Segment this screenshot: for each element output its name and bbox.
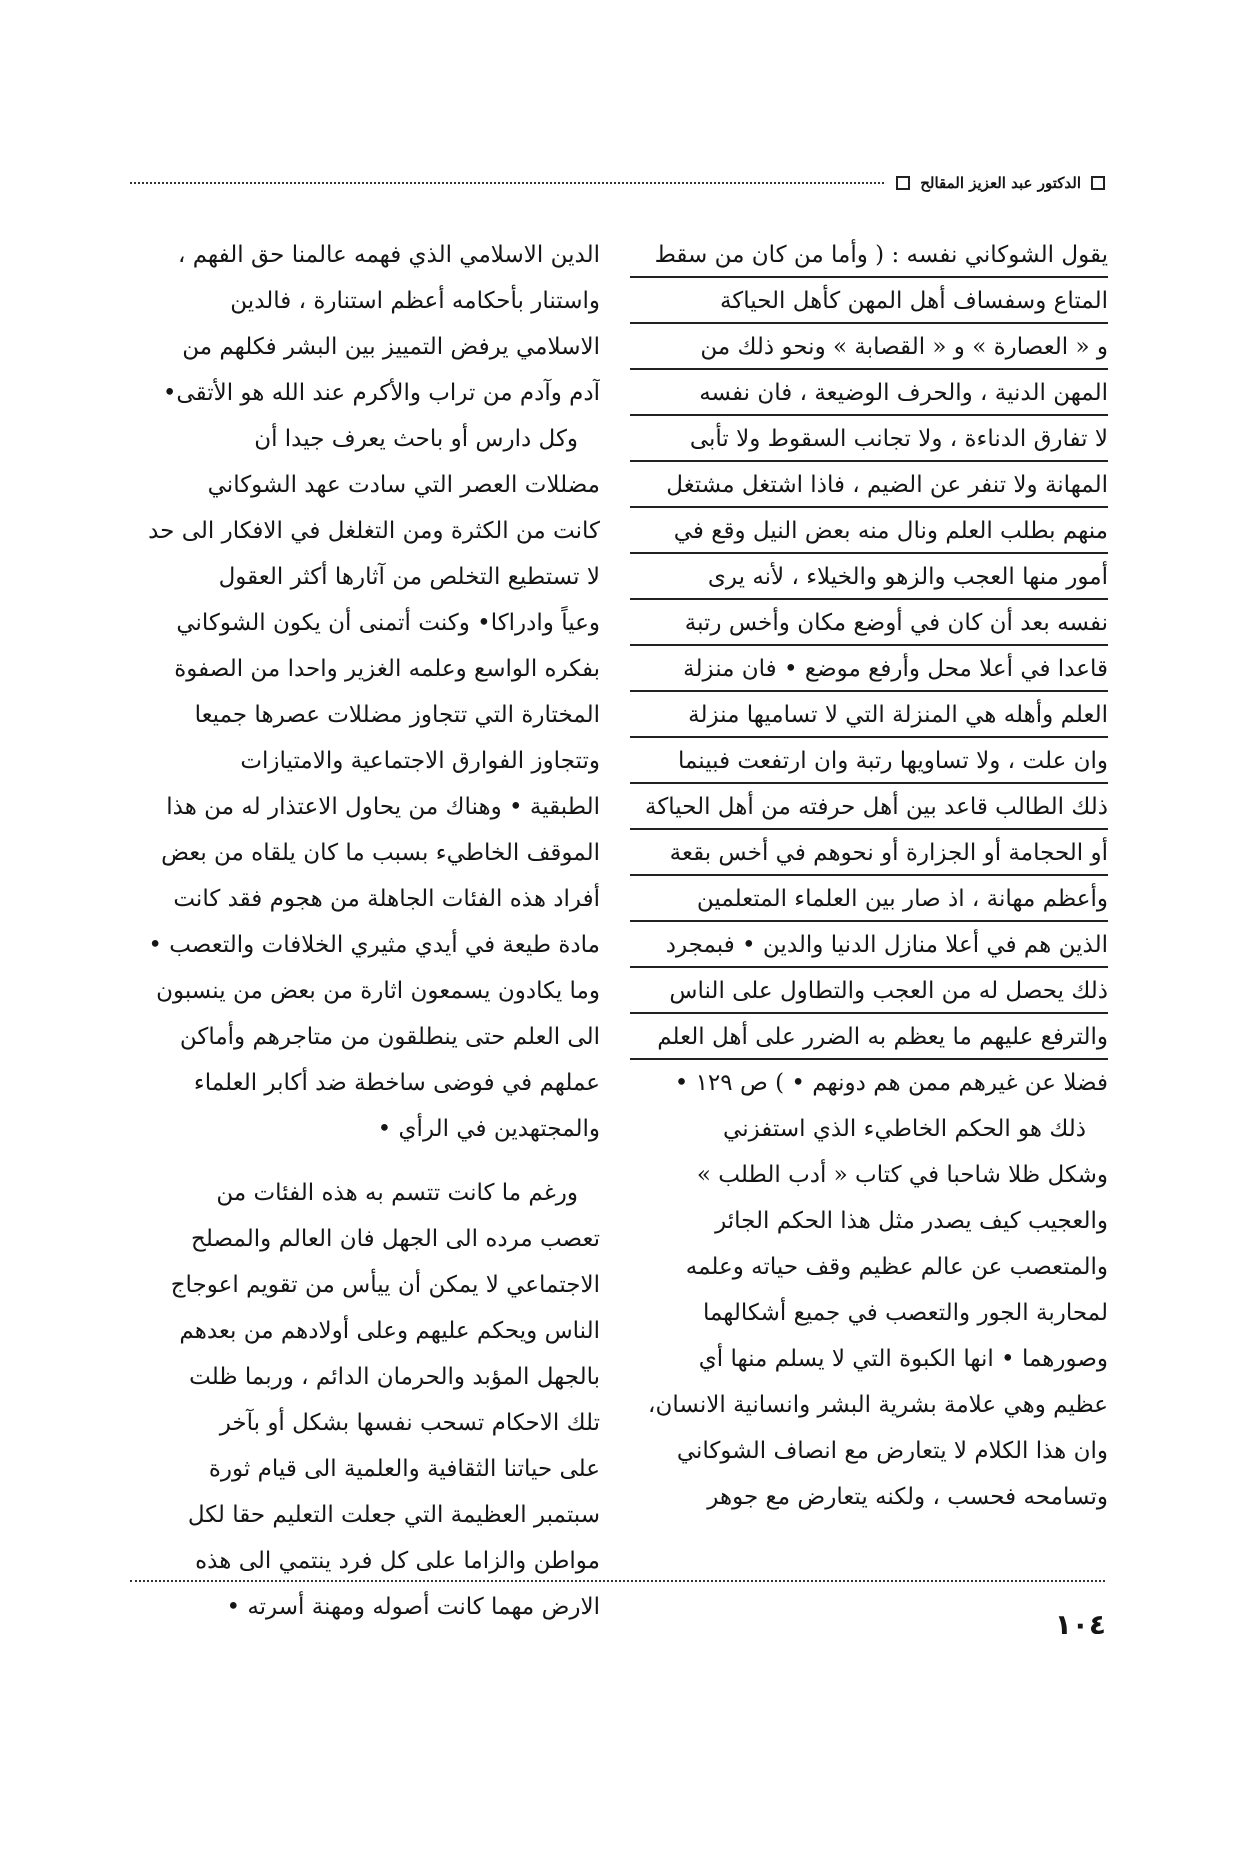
text-line: عظيم وهي علامة بشرية البشر وانسانية الانسان، [648, 1392, 1108, 1418]
text-line: وكل دارس أو باحث يعرف جيدا أن [254, 426, 578, 452]
text-line: ورغم ما كانت تتسم به هذه الفئات من [216, 1180, 578, 1206]
text-line: ذلك هو الحكم الخاطيء الذي استفزني [723, 1116, 1086, 1142]
text-line: بالجهل المؤبد والحرمان الدائم ، وربما ظلت [189, 1364, 600, 1390]
quote-line: يقول الشوكاني نفسه : ( وأما من كان من سقط [630, 232, 1108, 278]
text-line: وان هذا الكلام لا يتعارض مع انصاف الشوكاني [676, 1438, 1108, 1464]
right-column [630, 232, 1108, 1520]
quote-line: ذلك يحصل له من العجب والتطاول على الناس [630, 968, 1108, 1014]
text-line: الى العلم حتى ينطلقون من متاجرهم وأماكن [179, 1024, 600, 1050]
text-line: الموقف الخاطيء بسبب ما كان يلقاه من بعض [161, 840, 600, 866]
text-line: وصورهما • انها الكبوة التي لا يسلم منها أي [698, 1346, 1108, 1372]
text-line: وتتجاوز الفوارق الاجتماعية والامتيازات [240, 748, 600, 774]
quote-line: وان علت ، ولا تساويها رتبة وان ارتفعت فبينما [630, 738, 1108, 784]
quote-line: ذلك الطالب قاعد بين أهل حرفته من أهل الحياكة [630, 784, 1108, 830]
quote-block [630, 232, 1108, 1106]
text-line: مضللات العصر التي سادت عهد الشوكاني [207, 472, 600, 498]
text-line: الطبقية • وهناك من يحاول الاعتذار له من هذا [166, 794, 600, 820]
paragraph-2 [130, 416, 600, 1152]
text-line: وتسامحه فحسب ، ولكنه يتعارض مع جوهر [707, 1484, 1108, 1510]
quote-line: و « العصارة » و « القصابة » ونحو ذلك من [630, 324, 1108, 370]
paragraph-3 [130, 1170, 600, 1630]
running-header [130, 168, 1105, 198]
text-line: المختارة التي تتجاوز مضللات عصرها جميعا [194, 702, 600, 728]
quote-line: لا تفارق الدناءة ، ولا تجانب السقوط ولا تأبى [630, 416, 1108, 462]
quote-line: نفسه بعد أن كان في أوضع مكان وأخس رتبة [630, 600, 1108, 646]
quote-line: قاعدا في أعلا محل وأرفع موضع • فان منزلة [630, 646, 1108, 692]
quote-line: وأعظم مهانة ، اذ صار بين العلماء المتعلمين [630, 876, 1108, 922]
header-square-ornament-left [896, 176, 910, 190]
text-line: والمجتهدين في الرأي • [377, 1116, 600, 1142]
text-line: سبتمبر العظيمة التي جعلت التعليم حقا لكل [187, 1502, 600, 1528]
paragraph-1 [130, 232, 600, 416]
text-line: تعصب مرده الى الجهل فان العالم والمصلح [191, 1226, 600, 1252]
text-line: الدين الاسلامي الذي فهمه عالمنا حق الفهم ، [178, 242, 600, 268]
text-line: كانت من الكثرة ومن التغلغل في الافكار الى حد [148, 518, 600, 544]
text-line: واستنار بأحكامه أعظم استنارة ، فالدين [230, 288, 600, 314]
text-line: لمحاربة الجور والتعصب في جميع أشكالهما [702, 1300, 1108, 1326]
text-line: لا تستطيع التخلص من آثارها أكثر العقول [218, 564, 600, 590]
text-line: تلك الاحكام تسحب نفسها بشكل أو بآخر [219, 1410, 600, 1436]
header-square-ornament-right [1091, 176, 1105, 190]
quote-line: المهانة ولا تنفر عن الضيم ، فاذا اشتغل مشتغل [630, 462, 1108, 508]
text-line: بفكره الواسع وعلمه الغزير واحدا من الصفوة [174, 656, 600, 682]
left-column [130, 232, 600, 1630]
text-line: والعجيب كيف يصدر مثل هذا الحكم الجائر [715, 1208, 1108, 1234]
quote-line: أو الحجامة أو الجزارة أو نحوهم في أخس بقعة [630, 830, 1108, 876]
text-line: مواطن والزاما على كل فرد ينتمي الى هذه [195, 1548, 600, 1574]
text-line: والمتعصب عن عالم عظيم وقف حياته وعلمه [685, 1254, 1108, 1280]
text-line: الاسلامي يرفض التمييز بين البشر فكلهم من [182, 334, 600, 360]
quote-line: والترفع عليهم ما يعظم به الضرر على أهل العلم [630, 1014, 1108, 1060]
header-author-name: الدكتور عبد العزيز المقالح [920, 174, 1081, 192]
text-line: على حياتنا الثقافية والعلمية الى قيام ثورة [208, 1456, 600, 1482]
quote-line: المتاع وسفساف أهل المهن كأهل الحياكة [630, 278, 1108, 324]
text-line: الناس ويحكم عليهم وعلى أولادهم من بعدهم [179, 1318, 600, 1344]
text-line: آدم وآدم من تراب والأكرم عند الله هو الأتقى• [162, 380, 600, 406]
quote-line: فضلا عن غيرهم ممن هم دونهم • ) ص ١٢٩ • [674, 1070, 1108, 1096]
text-line: أفراد هذه الفئات الجاهلة من هجوم فقد كانت [173, 886, 600, 912]
footer-dotted-rule [130, 1580, 1105, 1582]
text-line: مادة طيعة في أيدي مثيري الخلافات والتعصب • [148, 932, 600, 958]
text-line: وعياً وادراكا• وكنت أتمنى أن يكون الشوكاني [176, 610, 600, 636]
right-paragraph [630, 1106, 1108, 1520]
quote-line: منهم بطلب العلم ونال منه بعض النيل وقع في [630, 508, 1108, 554]
quote-line: أمور منها العجب والزهو والخيلاء ، لأنه يرى [630, 554, 1108, 600]
header-dotted-rule [130, 182, 884, 184]
text-line: وشكل ظلا شاحبا في كتاب « أدب الطلب » [696, 1162, 1108, 1188]
text-line: الارض مهما كانت أصوله ومهنة أسرته • [226, 1594, 600, 1620]
quote-line: العلم وأهله هي المنزلة التي لا تساميها منزلة [630, 692, 1108, 738]
quote-line: الذين هم في أعلا منازل الدنيا والدين • فبمجرد [630, 922, 1108, 968]
text-line: عملهم في فوضى ساخطة ضد أكابر العلماء [193, 1070, 600, 1096]
paragraph-gap [130, 1152, 600, 1170]
page-number: ١٠٤ [1054, 1608, 1106, 1641]
text-line: الاجتماعي لا يمكن أن ييأس من تقويم اعوجاج [170, 1272, 600, 1298]
text-line: وما يكادون يسمعون اثارة من بعض من ينسبون [156, 978, 600, 1004]
quote-line: المهن الدنية ، والحرف الوضيعة ، فان نفسه [630, 370, 1108, 416]
